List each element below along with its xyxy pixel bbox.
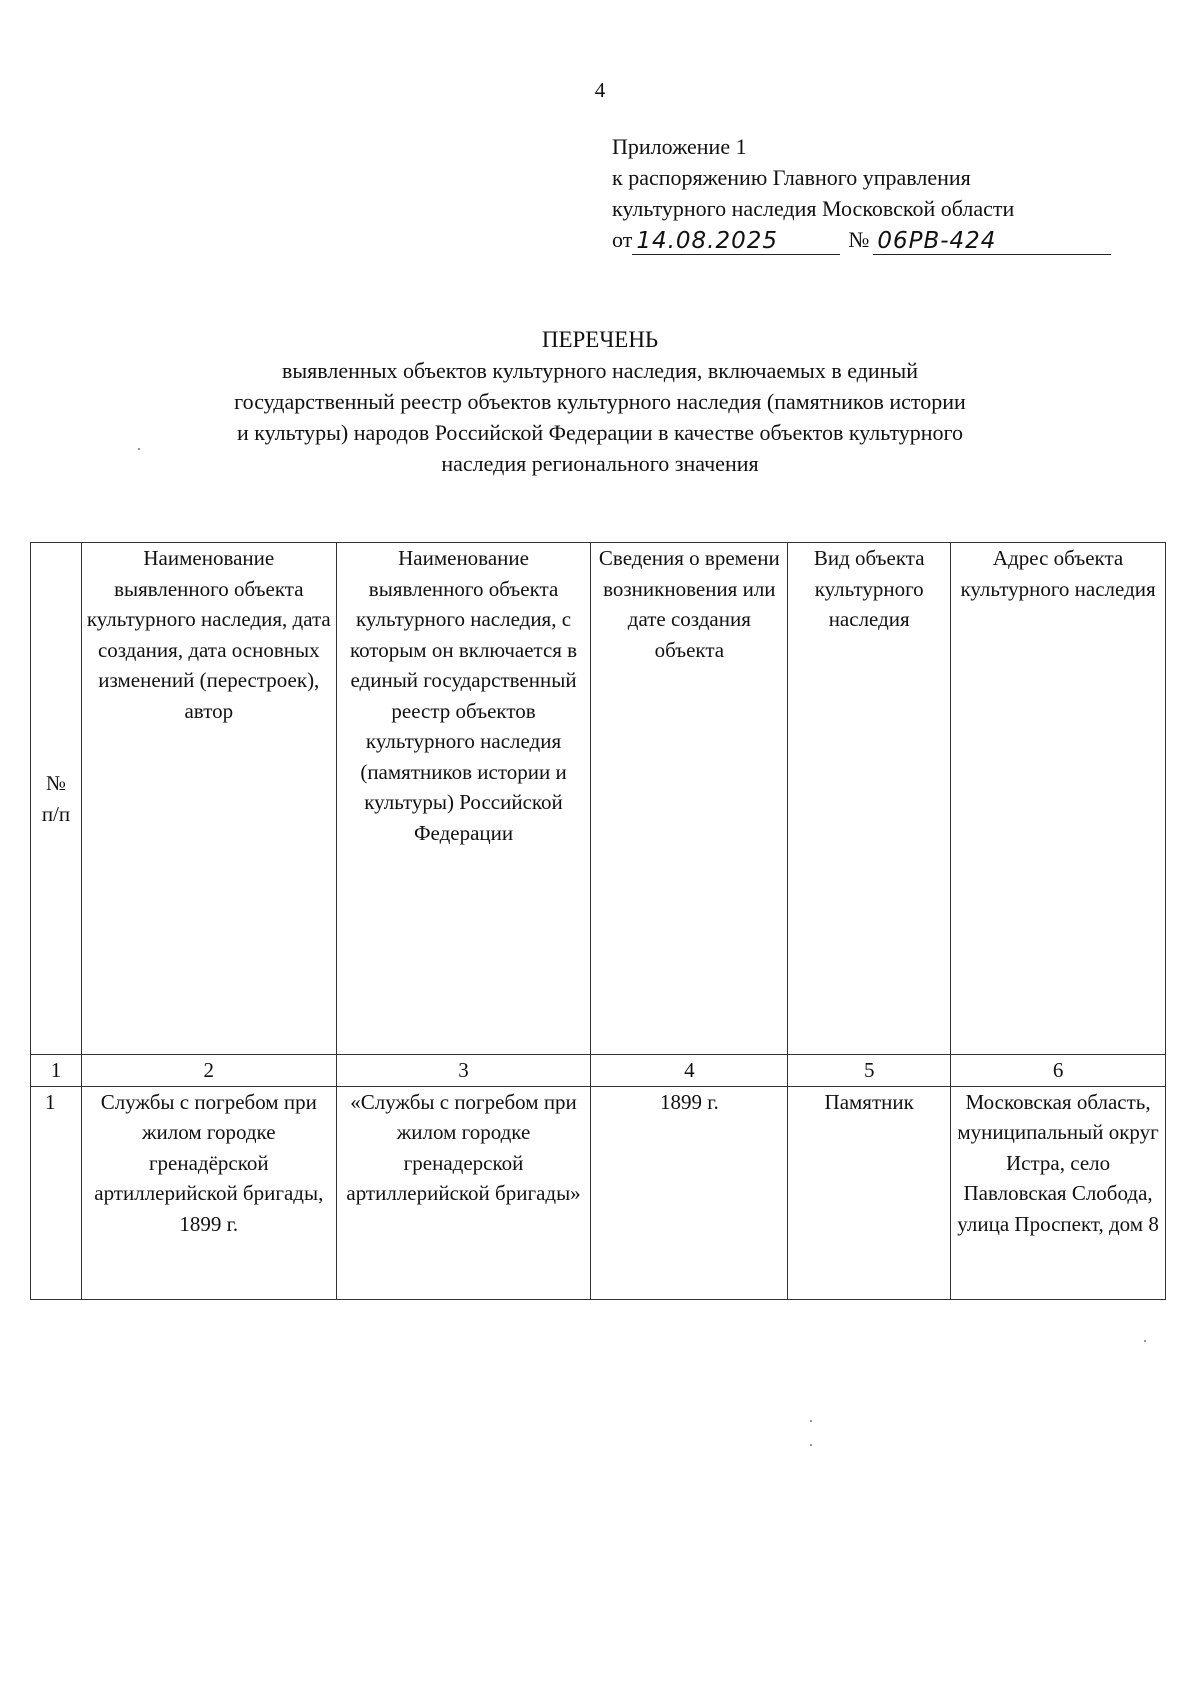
heritage-objects-table (30, 542, 1166, 1300)
scan-speck (138, 448, 140, 450)
title-line-1: выявленных объектов культурного наследия, включаемых в единый (282, 358, 918, 383)
scan-speck (810, 1420, 812, 1422)
header-cell-number: № п/п (31, 543, 82, 1055)
object-type-cell: Памятник (788, 1086, 951, 1299)
column-number: 5 (788, 1055, 951, 1087)
column-number: 3 (336, 1055, 591, 1087)
appendix-block (612, 131, 1111, 255)
handwritten-number: 06РВ-424 (873, 228, 1111, 255)
column-number: 2 (81, 1055, 336, 1087)
page-number: 4 (594, 78, 606, 102)
appendix-title: Приложение 1 (612, 134, 747, 159)
header-cell-object-type: Вид объекта культурного наследия (788, 543, 951, 1055)
title-line-2: государственный реестр объектов культурного наследия (памятников истории (234, 389, 966, 414)
table-row (31, 1086, 1166, 1299)
handwritten-date: 14.08.2025 (632, 228, 840, 255)
column-number: 4 (591, 1055, 788, 1087)
register-name-cell: «Службы с погребом при жилом городке гренадерской артиллерийской бригады» (336, 1086, 591, 1299)
title-line-4: наследия регионального значения (441, 451, 759, 476)
scan-speck (810, 1444, 812, 1446)
header-cell-creation-date: Сведения о времени возникновения или дате создания объекта (591, 543, 788, 1055)
document-title-block (130, 324, 1070, 479)
appendix-line-2: к распоряжению Главного управления (612, 165, 971, 190)
column-number-row (31, 1055, 1166, 1087)
address-cell: Московская область, муниципальный округ Истра, село Павловская Слобода, улица Проспект, дом 8 (951, 1086, 1166, 1299)
column-number: 6 (951, 1055, 1166, 1087)
column-number: 1 (31, 1055, 82, 1087)
header-cell-object-name: Наименование выявленного объекта культурного наследия, дата создания, дата основных изменений (перестроек), автор (81, 543, 336, 1055)
table-header-row (31, 543, 1166, 1055)
creation-date-cell: 1899 г. (591, 1086, 788, 1299)
scan-speck (1144, 1340, 1146, 1342)
title-line-3: и культуры) народов Российской Федерации в качестве объектов культурного (236, 420, 964, 445)
appendix-line-3: культурного наследия Московской области (612, 196, 1015, 221)
appendix-date-number-line (612, 224, 1111, 255)
number-sign: № (848, 227, 870, 252)
header-cell-address: Адрес объекта культурного наследия (951, 543, 1166, 1055)
document-heading: ПЕРЕЧЕНЬ (541, 327, 659, 352)
object-name-cell: Службы с погребом при жилом городке гренадёрской артиллерийской бригады, 1899 г. (81, 1086, 336, 1299)
row-number-cell: 1 (31, 1086, 82, 1299)
date-prefix: от (612, 227, 633, 252)
header-cell-register-name: Наименование выявленного объекта культурного наследия, с которым он включается в единый государственный реестр объектов культурного наследия (памятников истории и культуры) Российской Федерации (336, 543, 591, 1055)
